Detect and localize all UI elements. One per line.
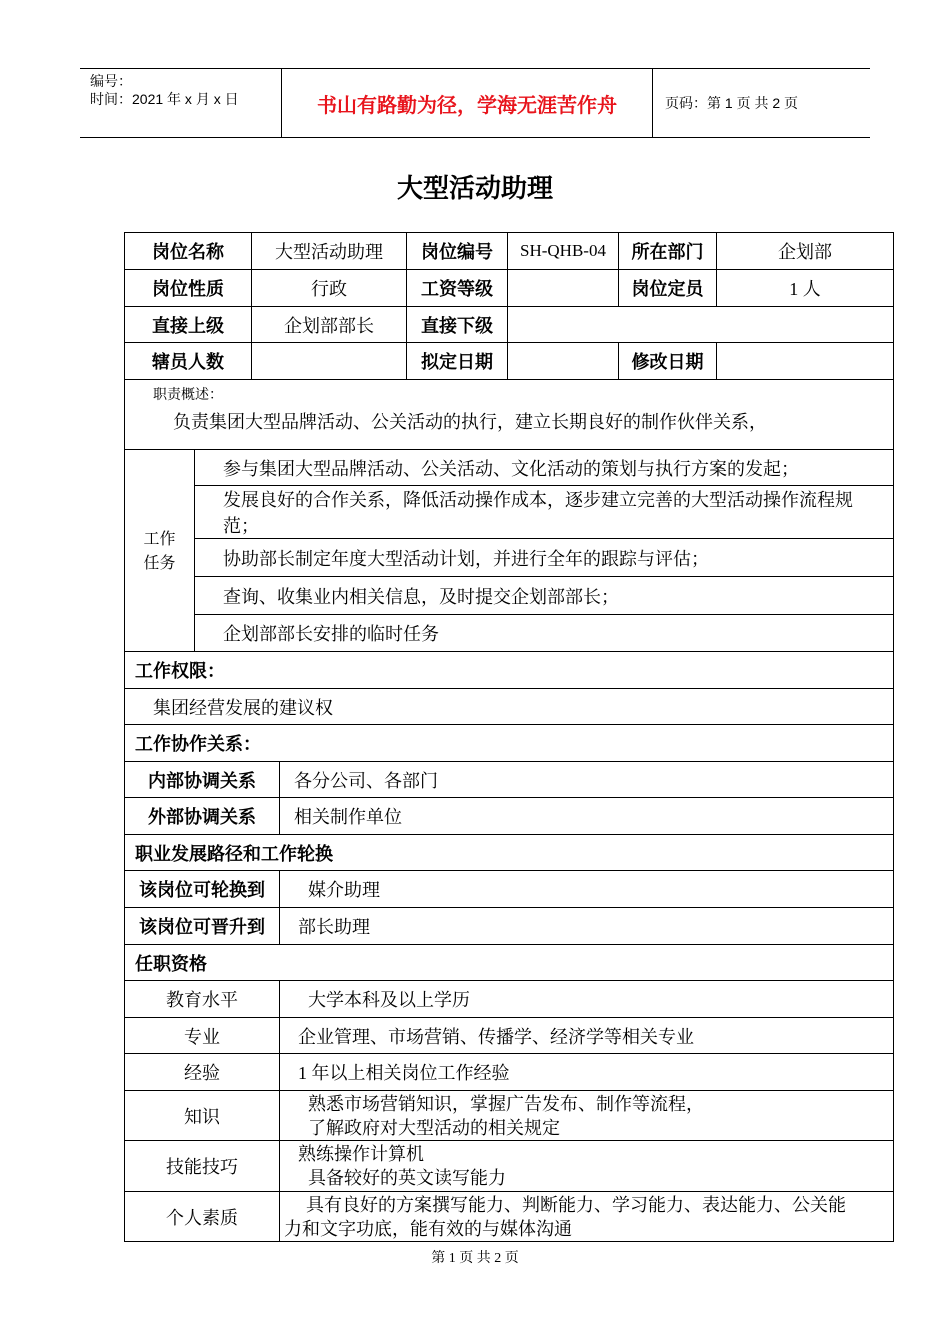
rotate-value: 媒介助理 bbox=[280, 871, 894, 908]
post-code-label: 岗位编号 bbox=[407, 233, 508, 270]
summary-label: 职责概述： bbox=[153, 387, 223, 403]
promote-value: 部长助理 bbox=[280, 908, 894, 945]
career-label: 职业发展路径和工作轮换 bbox=[125, 835, 894, 871]
skill-label: 技能技巧 bbox=[125, 1141, 280, 1192]
skill-line-2: 具备较好的英文读写能力 bbox=[308, 1168, 506, 1188]
summary-text: 负责集团大型品牌活动、公关活动的执行，建立长期良好的制作伙伴关系， bbox=[173, 412, 767, 432]
personal-line-2: 力和文字功底，能有效的与媒体沟通 bbox=[284, 1218, 572, 1239]
quota-label: 岗位定员 bbox=[619, 270, 717, 307]
number-label: 编号： bbox=[90, 73, 132, 89]
knowledge-line-2: 了解政府对大型活动的相关规定 bbox=[308, 1117, 560, 1138]
table-row bbox=[125, 1054, 894, 1091]
page-footer: 第 1 页 共 2 页 bbox=[431, 1251, 519, 1266]
post-name-label: 岗位名称 bbox=[125, 233, 252, 270]
job-description-table bbox=[124, 232, 894, 1242]
grade-label: 工资等级 bbox=[407, 270, 508, 307]
promote-label: 该岗位可晋升到 bbox=[125, 908, 280, 945]
document-title: 大型活动助理 bbox=[396, 174, 553, 204]
section-row bbox=[125, 945, 894, 981]
table-row bbox=[125, 343, 894, 380]
time-label: 时间：2021 年 x 月 x 日 bbox=[90, 91, 239, 107]
table-row bbox=[125, 981, 894, 1018]
personal-label: 个人素质 bbox=[125, 1192, 280, 1242]
internal-label: 内部协调关系 bbox=[125, 762, 280, 798]
page-header bbox=[80, 68, 870, 138]
authority-text: 集团经营发展的建议权 bbox=[125, 689, 894, 725]
revise-date-label: 修改日期 bbox=[619, 343, 717, 380]
major-value: 企业管理、市场营销、传播学、经济学等相关专业 bbox=[280, 1018, 894, 1054]
grade-value bbox=[508, 270, 619, 307]
rotate-label: 该岗位可轮换到 bbox=[125, 871, 280, 908]
table-row bbox=[125, 307, 894, 343]
table-row bbox=[125, 270, 894, 307]
post-name-value: 大型活动助理 bbox=[252, 233, 407, 270]
section-row bbox=[125, 835, 894, 871]
header-meta bbox=[80, 69, 280, 137]
dept-label: 所在部门 bbox=[619, 233, 717, 270]
major-label: 专业 bbox=[125, 1018, 280, 1054]
personal-line-1: 具有良好的方案撰写能力、判断能力、学习能力、表达能力、公关能 bbox=[306, 1194, 846, 1215]
nature-value: 行政 bbox=[252, 270, 407, 307]
skill-line-1: 熟练操作计算机 bbox=[298, 1144, 424, 1164]
revise-date-value bbox=[717, 343, 894, 380]
exp-value: 1 年以上相关岗位工作经验 bbox=[280, 1054, 894, 1091]
table-row bbox=[125, 1141, 894, 1192]
table-row bbox=[125, 1091, 894, 1141]
exp-label: 经验 bbox=[125, 1054, 280, 1091]
dept-value: 企划部 bbox=[717, 233, 894, 270]
table-row bbox=[125, 798, 894, 835]
task-item: 参与集团大型品牌活动、公关活动、文化活动的策划与执行方案的发起； bbox=[195, 450, 894, 486]
subordinate-label: 直接下级 bbox=[407, 307, 508, 343]
external-value: 相关制作单位 bbox=[280, 798, 894, 835]
authority-label: 工作权限： bbox=[125, 652, 894, 689]
task-item: 协助部长制定年度大型活动计划，并进行全年的跟踪与评估； bbox=[195, 539, 894, 577]
qualification-label: 任职资格 bbox=[125, 945, 894, 981]
task-row bbox=[125, 615, 894, 652]
table-row bbox=[125, 762, 894, 798]
section-row bbox=[125, 652, 894, 689]
quota-value: 1 人 bbox=[717, 270, 894, 307]
subordinate-value bbox=[508, 307, 894, 343]
table-row bbox=[125, 871, 894, 908]
draft-date-label: 拟定日期 bbox=[407, 343, 508, 380]
section-row bbox=[125, 725, 894, 762]
nature-label: 岗位性质 bbox=[125, 270, 252, 307]
task-item: 企划部部长安排的临时任务 bbox=[195, 615, 894, 652]
superior-label: 直接上级 bbox=[125, 307, 252, 343]
task-row bbox=[125, 486, 894, 539]
relations-label: 工作协作关系： bbox=[125, 725, 894, 762]
table-row bbox=[125, 908, 894, 945]
table-row bbox=[125, 233, 894, 270]
draft-date-value bbox=[508, 343, 619, 380]
external-label: 外部协调关系 bbox=[125, 798, 280, 835]
table-row bbox=[125, 1192, 894, 1242]
knowledge-line-1: 熟悉市场营销知识，掌握广告发布、制作等流程， bbox=[308, 1093, 704, 1114]
header-motto: 书山有路勤为径，学海无涯苦作舟 bbox=[281, 69, 653, 137]
tasks-label: 工作 任务 bbox=[125, 450, 195, 652]
assist-label: 辖员人数 bbox=[125, 343, 252, 380]
table-row bbox=[125, 689, 894, 725]
summary-row bbox=[125, 380, 894, 450]
task-item: 发展良好的合作关系，降低活动操作成本，逐步建立完善的大型活动操作流程规范； bbox=[195, 486, 894, 539]
knowledge-label: 知识 bbox=[125, 1091, 280, 1141]
table-row bbox=[125, 1018, 894, 1054]
task-row bbox=[125, 450, 894, 486]
task-item: 查询、收集业内相关信息，及时提交企划部部长； bbox=[195, 577, 894, 615]
task-row bbox=[125, 577, 894, 615]
post-code-value: SH-QHB-04 bbox=[508, 233, 619, 270]
header-page-info: 页码：第 1 页 共 2 页 bbox=[665, 95, 799, 111]
edu-value: 大学本科及以上学历 bbox=[280, 981, 894, 1018]
task-row bbox=[125, 539, 894, 577]
superior-value: 企划部部长 bbox=[252, 307, 407, 343]
internal-value: 各分公司、各部门 bbox=[280, 762, 894, 798]
edu-label: 教育水平 bbox=[125, 981, 280, 1018]
assist-value bbox=[252, 343, 407, 380]
